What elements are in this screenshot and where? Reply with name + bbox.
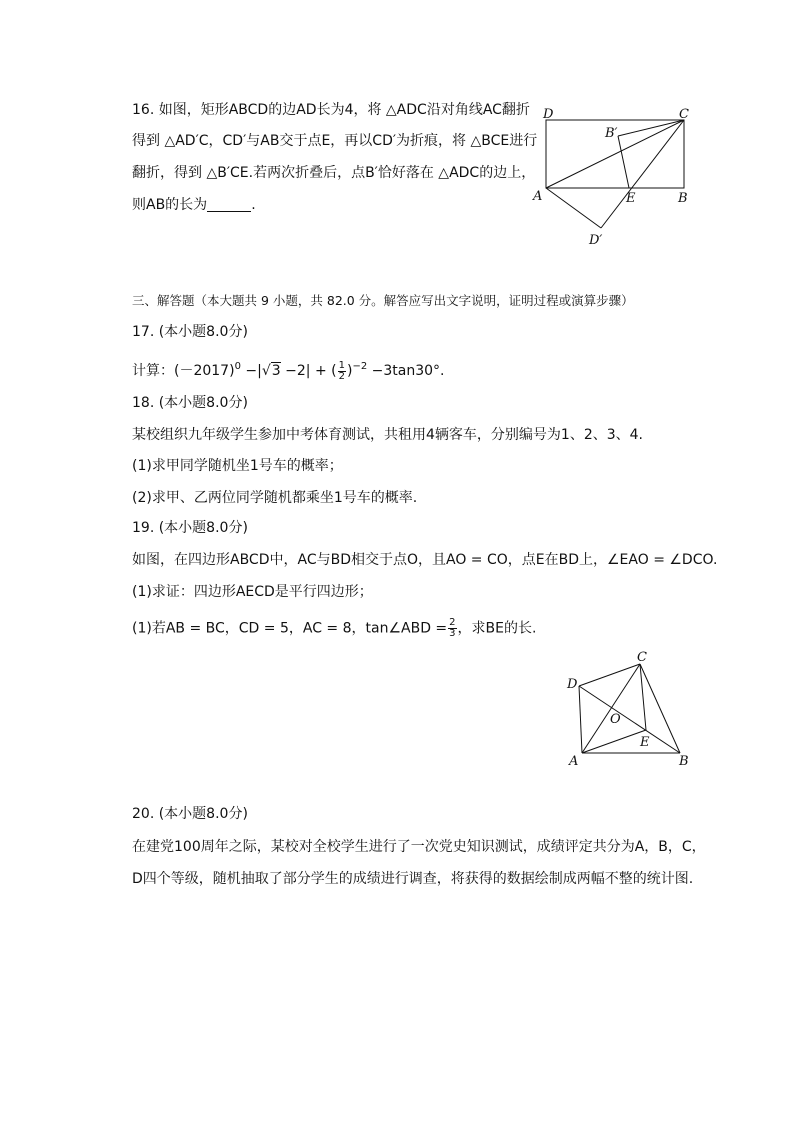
section-3-title: 三、解答题（本大题共 9 小题，共 82.0 分。解答应写出文字说明，证明过程或演算步骤）: [132, 293, 634, 308]
side-da: [579, 686, 582, 753]
side-cd: [579, 664, 640, 686]
q16-line-4-end: .: [251, 197, 256, 213]
segment-ce: [640, 664, 646, 730]
q17-part3: −2| + (: [280, 363, 337, 379]
q17-sqrt-sign: √: [261, 363, 271, 379]
label-a: A: [569, 754, 579, 769]
q17-frac-num: 1: [338, 359, 345, 371]
q18-header: 18. (本小题8.0分): [132, 395, 248, 411]
label-d-prime: D′: [589, 233, 603, 248]
label-c: C: [637, 650, 647, 665]
q16-line-3: 翻折，得到 △B′CE.若两次折叠后，点B′恰好落在 △ADC的边上，: [132, 165, 536, 181]
label-b: B: [679, 754, 689, 769]
q20-line-1: 在建党100周年之际，某校对全校学生进行了一次党史知识测试，成绩评定共分为A，B，C，: [132, 839, 706, 855]
label-b: B: [678, 191, 688, 206]
label-d: D: [567, 677, 578, 692]
q17-exp-0: 0: [234, 361, 241, 372]
q19-frac-den: 3: [449, 628, 456, 639]
label-e: E: [626, 191, 636, 206]
q17-part4: ): [346, 363, 353, 379]
q18-line-1: 某校组织九年级学生参加中考体育测试，共租用4辆客车，分别编号为1、2、3、4.: [132, 427, 643, 443]
q18-line-3: (2)求甲、乙两位同学随机都乘坐1号车的概率.: [132, 490, 418, 506]
q19-frac-num: 2: [449, 617, 456, 628]
q17-header: 17. (本小题8.0分): [132, 324, 248, 340]
q18-line-2: (1)求甲同学随机坐1号车的概率；: [132, 458, 343, 474]
label-a: A: [533, 189, 543, 204]
label-d: D: [543, 107, 554, 122]
q17-part5: −3tan30°.: [367, 363, 445, 379]
q17-frac-den: 2: [338, 370, 345, 382]
label-o: O: [610, 712, 621, 727]
q20-header: 20. (本小题8.0分): [132, 806, 248, 822]
q19-line-3-end: ，求BE的长.: [457, 620, 537, 637]
segment-ae: [582, 730, 646, 753]
q19-line-2: (1)求证：四边形AECD是平行四边形；: [132, 584, 373, 600]
diagonal-ac: [582, 664, 640, 753]
label-c: C: [679, 107, 689, 122]
q20-line-2: D四个等级，随机抽取了部分学生的成绩进行调查，将获得的数据绘制成两幅不整的统计图.: [132, 871, 694, 887]
q17-exp-neg2: −2: [352, 361, 368, 372]
q16-line-2: 得到 △AD′C，CD′与AB交于点E，再以CD′为折痕，将 △BCE进行: [132, 133, 538, 149]
label-e: E: [640, 735, 650, 750]
q19-line-1: 如图，在四边形ABCD中，AC与BD相交于点O，且AO = CO，点E在BD上，∠EAO = ∠DCO.: [132, 552, 718, 568]
q19-header: 19. (本小题8.0分): [132, 520, 248, 536]
q17-sqrt-arg: 3: [271, 363, 281, 379]
label-b-prime: B′: [605, 126, 618, 141]
q17-part2: −|: [240, 363, 262, 379]
q17-prefix: 计算：(－2017): [132, 363, 235, 379]
q16-line-4-text: 则AB的长为: [132, 197, 208, 213]
q19-line-3-text: (1)若AB = BC，CD = 5，AC = 8，tan∠ABD =: [132, 620, 448, 637]
q16-line-1: 16. 如图，矩形ABCD的边AD长为4，将 △ADC沿对角线AC翻折: [132, 102, 530, 118]
